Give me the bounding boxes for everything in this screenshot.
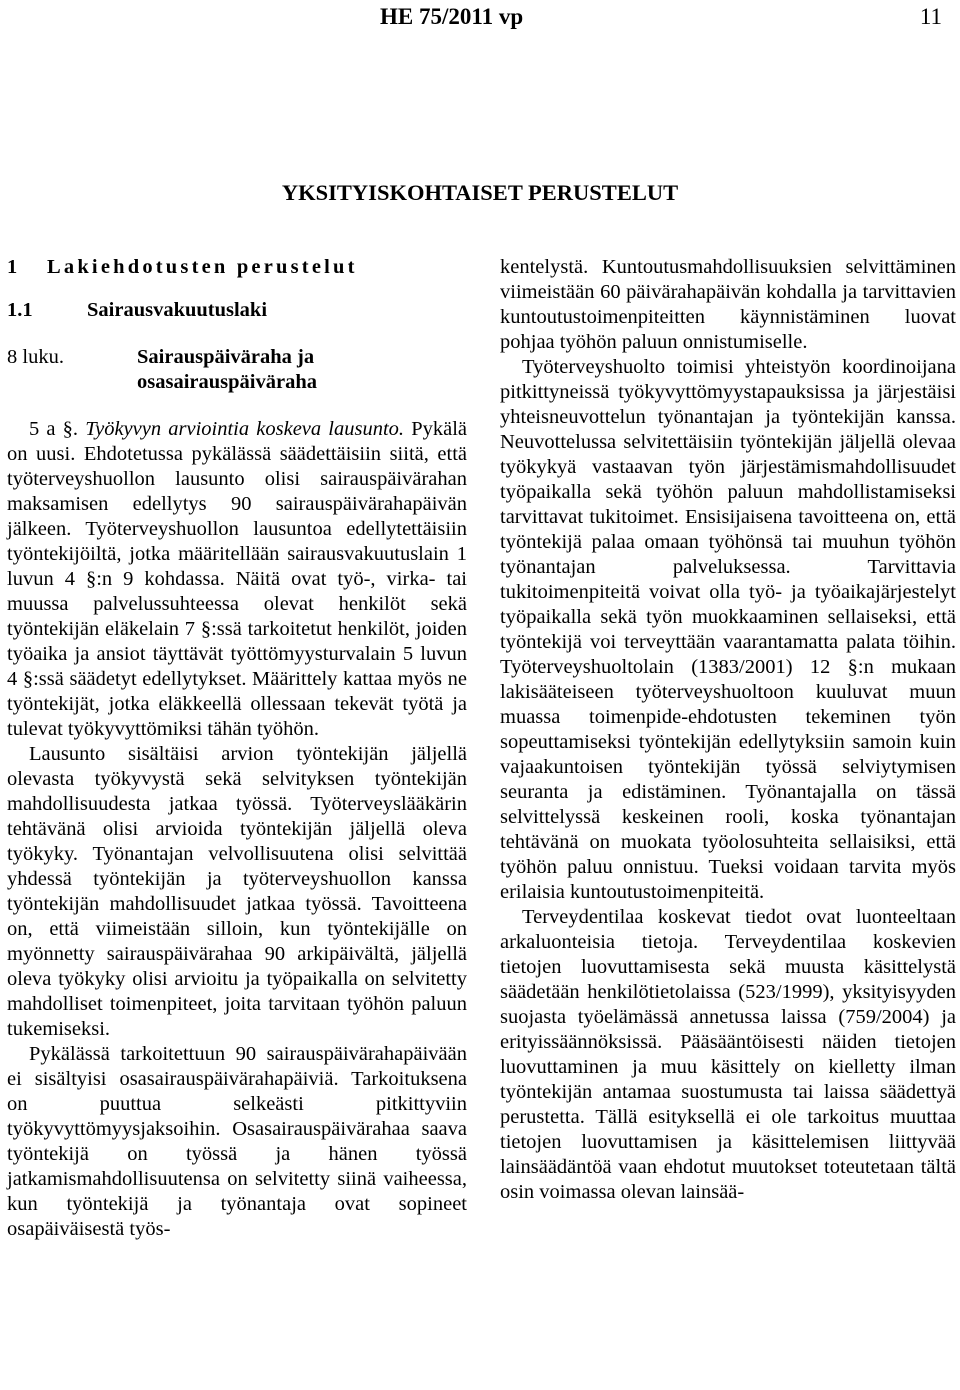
chapter-luku-heading	[7, 345, 467, 395]
paragraph-coordination: Työterveyshuolto toimisi yhteistyön koordinoijana pitkittyneissä työkyvyttömyystapauksissa ja järjestäisi yhteisneuvottelun työnantajan ja työntekijän kanssa. Neuvottelussa selvitettäisiin työntekijän jäljellä olevaa työkykyä vastaavan työn järjestämismahdollisuudet työpaikalla sekä työhön paluun mahdollistamiseksi tarvittavat tukitoimet. Ensisijaisena tavoitteena on, että työntekijä palaa omaan työhönsä tai muuhun työhön työnantajan palveluksessa. Tarvittavia tukitoimenpiteitä voivat olla työ- ja työaikajärjestelyt työpaikalla sekä työn muokkaaminen sellaiseksi, että työntekijä voi terveyttään vaarantamatta palata töihin. Työterveyshuoltolain (1383/2001) 12 §:n mukaan lakisääteiseen työterveyshuoltoon kuuluvat muun muassa toimenpide-ehdotusten tekeminen työn sopeuttamiseksi työntekijän edellytyksiin samoin kuin vajaakuntoisen työntekijän työssä selviytymisen seuranta ja edistäminen. Työnantajalla on tässä selvittelyssä keskeinen rooli, koska työnantajan tehtävänä on muokata työolosuhteita sellaisiksi, että työhön paluu onnistuu. Tueksi voidaan tarvita myös erilaisia kuntoutustoimenpiteitä.	[500, 356, 956, 903]
subsection-title: Sairausvakuutuslaki	[87, 299, 268, 321]
page-header	[0, 4, 960, 34]
luku-number: 8 luku.	[7, 346, 64, 368]
luku-title: Sairauspäiväraha ja osasairauspäiväraha	[137, 346, 317, 393]
right-column	[500, 255, 956, 1205]
paragraph-3: Pykälässä tarkoitettuun 90 sairauspäivärahapäivään ei sisältyisi osasairauspäivärahapäiviä. Tarkoituksena on puuttua selkeästi pitkittyviin työkyvyttömyysjaksoihin. Osasairauspäivärahaa saava työntekijä on työssä ja hänen työssä jatkamismahdollisuutensa on selvitetty siinä vaiheessa, kun työntekijä ja työnantaja ovat sopineet osapäiväisestä työs-	[7, 1043, 467, 1240]
page-number: 11	[919, 4, 942, 29]
section-title: YKSITYISKOHTAISET PERUSTELUT	[281, 180, 679, 205]
document-id: HE 75/2011 vp	[380, 4, 524, 29]
chapter-title: Lakiehdotusten perustelut	[47, 256, 358, 278]
subsection-heading	[7, 298, 467, 323]
paragraph-2: Lausunto sisältäisi arvion työntekijän jäljellä olevasta työkyvystä sekä selvityksen työntekijän mahdollisuudesta jatkaa työssä. Työterveyslääkärin tehtävänä olisi arvioida työntekijän jäljellä oleva työkyky. Työnantajan velvollisuutena olisi selvittää yhdessä työntekijän ja työterveyshuollon kanssa työntekijän mahdollisuudet jatkaa työssä. Tavoitteena on, että viimeistään silloin, kun työntekijälle on myönnetty sairauspäivärahaa 90 arkipäivältä, jäljellä oleva työkyky olisi arvioitu ja työpaikalla on selvitetty mahdolliset toimenpiteet, joita tarvitaan työhön paluun tukemiseksi.	[7, 743, 467, 1040]
paragraph-continued: kentelystä. Kuntoutusmahdollisuuksien selvittäminen viimeistään 60 päivärahapäivän kohdalla ja tarvittavien kuntoutustoimenpiteitten käynnistäminen luovat pohjaa työhön paluun onnistumiselle.	[500, 256, 956, 353]
paragraph-health-data: Terveydentilaa koskevat tiedot ovat luonteeltaan arkaluonteisia tietoja. Terveydentilaa koskevien tietojen luovuttamisesta sekä muusta käsittelystä säädetään henkilötietolaissa (523/1999), yksityisyyden suojasta työelämässä annetussa laissa (759/2004) ja erityissäännöksissä. Pääsääntöisesti näiden tietojen luovuttaminen ja muu käsittely on kielletty ilman työntekijän antamaa suostumusta tai laissa säädettyä perustetta. Tällä esityksellä ei ole tarkoitus muuttaa tietojen luovuttamisen ja käsittelemisen liittyvää lainsäädäntöä vaan ehdotut muutokset toteutetaan tältä osin voimassa olevan lainsää-	[500, 906, 956, 1203]
section-number: 5 a §.	[29, 418, 79, 440]
paragraph-text: Pykälä on uusi. Ehdotetussa pykälässä säädettäisiin siitä, että työterveyshuollon lausunto olisi sairauspäivärahan maksamisen edellytys 90 sairauspäivärahapäivän jälkeen. Työterveyshuollon lausuntoa edellytettäisiin työntekijöiltä, jotka määritellään sairausvakuutuslain 1 luvun 4 §:n 9 kohdassa. Näitä ovat työ-, virka- tai muussa palvelussuhteessa olevat henkilöt sekä työntekijän eläkelain 7 §:ssä tarkoitetut henkilöt, joiden työaika ja ansiot täyttävät työttömyysturvalain 5 luvun 4 §:ssä säädetyt edellytykset. Määrittely kattaa myös ne työntekijät, jotka eläkkeellä ollessaan tekevät työtä ja tulevat työkyvyttömiksi tähän työhön.	[7, 418, 468, 740]
chapter-number: 1	[7, 256, 18, 278]
subsection-number: 1.1	[7, 299, 33, 321]
left-column	[7, 255, 467, 1242]
section-title: Työkyvyn arviointia koskeva lausunto.	[85, 418, 405, 440]
chapter-heading	[7, 255, 467, 280]
section-paragraph-1	[7, 417, 467, 742]
